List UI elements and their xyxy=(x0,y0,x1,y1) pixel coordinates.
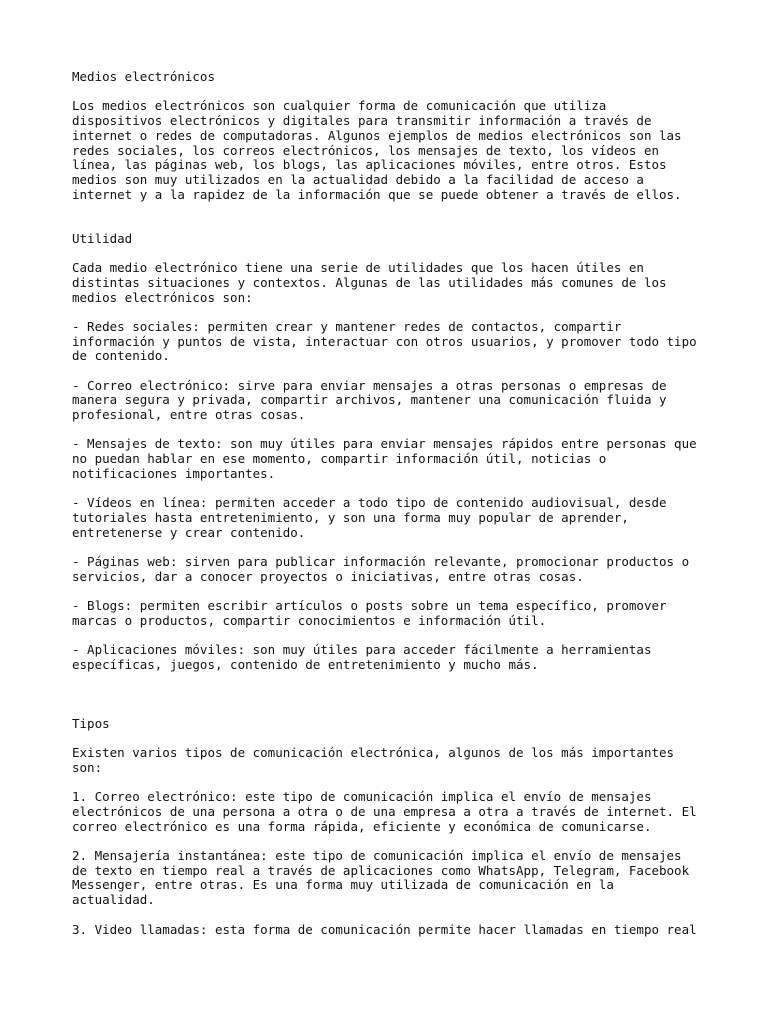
list-item: - Mensajes de texto: son muy útiles para enviar mensajes rápidos entre personas que no puedan hablar en ese momento, compartir información útil, noticias o notificaciones importantes. xyxy=(72,436,697,481)
list-item: - Aplicaciones móviles: son muy útiles para acceder fácilmente a herramientas específicas, juegos, contenido de entretenimiento y mucho más. xyxy=(72,642,652,672)
list-item: - Páginas web: sirven para publicar información relevante, promocionar productos o servicios, dar a conocer proyectos o iniciativas, entre otras cosas. xyxy=(72,554,690,584)
section-heading: Utilidad xyxy=(72,230,133,246)
list-item: - Blogs: permiten escribir artículos o posts sobre un tema específico, promover marcas o productos, compartir conocimientos e información útil. xyxy=(72,598,667,628)
paragraph: Cada medio electrónico tiene una serie de utilidades que los hacen útiles en distintas situaciones y contextos. Algunas de las utilidades más comunes de los medios electrónicos son: xyxy=(72,260,667,305)
list-item: 2. Mensajería instantánea: este tipo de comunicación implica el envío de mensajes de texto en tiempo real a través de aplicaciones como WhatsApp, Telegram, Facebook Messenger, entre otras. Es una forma muy utilizada de comunicación en la actualidad. xyxy=(72,848,690,908)
list-item: - Vídeos en línea: permiten acceder a todo tipo de contenido audiovisual, desde tutoriales hasta entretenimiento, y son una forma muy popular de aprender, entretenerse y crear contenido. xyxy=(72,495,667,540)
list-item: - Correo electrónico: sirve para enviar mensajes a otras personas o empresas de manera segura y privada, compartir archivos, mantener una comunicación fluida y profesional, entre otras cosas. xyxy=(72,377,667,423)
list-item: 3. Video llamadas: esta forma de comunicación permite hacer llamadas en tiempo real xyxy=(72,921,697,937)
section-heading: Medios electrónicos xyxy=(72,69,215,84)
paragraph: Los medios electrónicos son cualquier forma de comunicación que utiliza dispositivos electrónicos y digitales para transmitir información a través de internet o redes de computadoras. Algunos ejemplos de medios electrónicos son las redes sociales, los correos electrónicos, los mensajes de texto, los vídeos en línea, las páginas web, los blogs, las aplicaciones móviles, entre otros. Estos medios son muy utilizados en la actualidad debido a la facilidad de acceso a internet y a la rapidez de la información que se puede obtener a través de ellos. xyxy=(72,98,682,202)
paragraph: Existen varios tipos de comunicación electrónica, algunos de los más importantes son: xyxy=(72,745,675,775)
document-page xyxy=(72,70,712,937)
list-item: 1. Correo electrónico: este tipo de comunicación implica el envío de mensajes electrónicos de una persona a otra o de una empresa a otra a través de internet. El correo electrónico es una forma rápida, eficiente y económica de comunicarse. xyxy=(72,789,697,834)
list-item: - Redes sociales: permiten crear y mantener redes de contactos, compartir información y puntos de vista, interactuar con otros usuarios, y promover todo tipo de contenido. xyxy=(72,318,697,364)
section-heading: Tipos xyxy=(72,715,110,731)
